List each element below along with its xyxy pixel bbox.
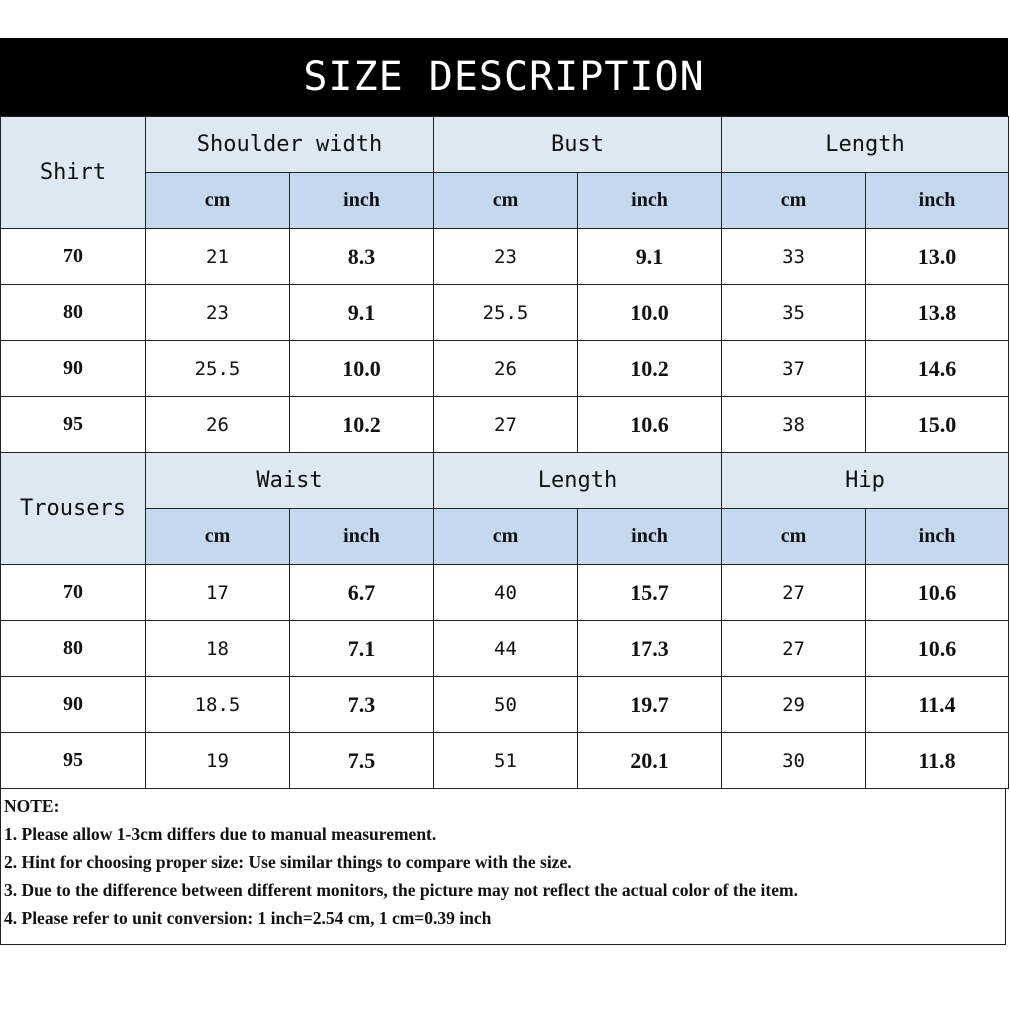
inch-value: 15.0 bbox=[866, 397, 1009, 453]
cm-value: 37 bbox=[722, 341, 866, 397]
inch-value: 15.7 bbox=[578, 565, 722, 621]
size-label: 90 bbox=[1, 341, 146, 397]
inch-value: 20.1 bbox=[578, 733, 722, 789]
inch-value: 7.3 bbox=[290, 677, 434, 733]
group-bust: Bust bbox=[434, 117, 722, 173]
inch-value: 10.0 bbox=[578, 285, 722, 341]
trousers-group-header bbox=[1, 453, 1009, 509]
table-row bbox=[1, 677, 1009, 733]
inch-value: 10.2 bbox=[578, 341, 722, 397]
size-label: 95 bbox=[1, 397, 146, 453]
size-label: 90 bbox=[1, 677, 146, 733]
group-shoulder-width: Shoulder width bbox=[146, 117, 434, 173]
table-row bbox=[1, 341, 1009, 397]
size-table bbox=[0, 116, 1009, 789]
unit-cm: cm bbox=[722, 509, 866, 565]
cm-value: 35 bbox=[722, 285, 866, 341]
note-item: 1. Please allow 1-3cm differs due to manual measurement. bbox=[4, 824, 437, 844]
cm-value: 18 bbox=[146, 621, 290, 677]
table-row bbox=[1, 397, 1009, 453]
inch-value: 10.2 bbox=[290, 397, 434, 453]
inch-value: 7.1 bbox=[290, 621, 434, 677]
inch-value: 10.0 bbox=[290, 341, 434, 397]
inch-value: 9.1 bbox=[290, 285, 434, 341]
chart-title: SIZE DESCRIPTION bbox=[0, 38, 1008, 116]
cm-value: 38 bbox=[722, 397, 866, 453]
unit-inch: inch bbox=[578, 173, 722, 229]
cm-value: 27 bbox=[434, 397, 578, 453]
cm-value: 40 bbox=[434, 565, 578, 621]
size-label: 70 bbox=[1, 229, 146, 285]
table-row bbox=[1, 621, 1009, 677]
inch-value: 17.3 bbox=[578, 621, 722, 677]
inch-value: 8.3 bbox=[290, 229, 434, 285]
inch-value: 11.8 bbox=[866, 733, 1009, 789]
inch-value: 13.0 bbox=[866, 229, 1009, 285]
cm-value: 18.5 bbox=[146, 677, 290, 733]
size-chart bbox=[0, 38, 1008, 945]
table-row bbox=[1, 229, 1009, 285]
group-length: Length bbox=[722, 117, 1009, 173]
cm-value: 50 bbox=[434, 677, 578, 733]
cm-value: 44 bbox=[434, 621, 578, 677]
inch-value: 7.5 bbox=[290, 733, 434, 789]
cm-value: 25.5 bbox=[434, 285, 578, 341]
notes-section bbox=[0, 789, 1006, 945]
unit-cm: cm bbox=[146, 173, 290, 229]
inch-value: 10.6 bbox=[578, 397, 722, 453]
trousers-unit-header bbox=[1, 509, 1009, 565]
cm-value: 27 bbox=[722, 565, 866, 621]
inch-value: 13.8 bbox=[866, 285, 1009, 341]
unit-cm: cm bbox=[722, 173, 866, 229]
table-row bbox=[1, 565, 1009, 621]
shirt-group-header bbox=[1, 117, 1009, 173]
group-hip: Hip bbox=[722, 453, 1009, 509]
group-waist: Waist bbox=[146, 453, 434, 509]
inch-value: 9.1 bbox=[578, 229, 722, 285]
unit-inch: inch bbox=[866, 509, 1009, 565]
cm-value: 23 bbox=[146, 285, 290, 341]
inch-value: 10.6 bbox=[866, 621, 1009, 677]
cm-value: 27 bbox=[722, 621, 866, 677]
note-item: 3. Due to the difference between different monitors, the picture may not reflect the actual color of the item. bbox=[4, 880, 798, 900]
group-length: Length bbox=[434, 453, 722, 509]
unit-inch: inch bbox=[866, 173, 1009, 229]
inch-value: 11.4 bbox=[866, 677, 1009, 733]
cm-value: 26 bbox=[146, 397, 290, 453]
table-row bbox=[1, 733, 1009, 789]
size-label: 80 bbox=[1, 285, 146, 341]
shirt-label: Shirt bbox=[1, 117, 146, 229]
inch-value: 6.7 bbox=[290, 565, 434, 621]
inch-value: 19.7 bbox=[578, 677, 722, 733]
inch-value: 14.6 bbox=[866, 341, 1009, 397]
trousers-label: Trousers bbox=[1, 453, 146, 565]
shirt-unit-header bbox=[1, 173, 1009, 229]
table-row bbox=[1, 285, 1009, 341]
unit-inch: inch bbox=[290, 173, 434, 229]
size-label: 70 bbox=[1, 565, 146, 621]
size-label: 80 bbox=[1, 621, 146, 677]
cm-value: 17 bbox=[146, 565, 290, 621]
cm-value: 21 bbox=[146, 229, 290, 285]
size-label: 95 bbox=[1, 733, 146, 789]
cm-value: 51 bbox=[434, 733, 578, 789]
cm-value: 19 bbox=[146, 733, 290, 789]
unit-inch: inch bbox=[290, 509, 434, 565]
cm-value: 29 bbox=[722, 677, 866, 733]
unit-cm: cm bbox=[434, 173, 578, 229]
unit-cm: cm bbox=[146, 509, 290, 565]
notes-heading: NOTE: bbox=[4, 796, 60, 816]
cm-value: 33 bbox=[722, 229, 866, 285]
note-item: 2. Hint for choosing proper size: Use similar things to compare with the size. bbox=[4, 852, 572, 872]
unit-cm: cm bbox=[434, 509, 578, 565]
note-item: 4. Please refer to unit conversion: 1 inch=2.54 cm, 1 cm=0.39 inch bbox=[4, 908, 492, 928]
inch-value: 10.6 bbox=[866, 565, 1009, 621]
unit-inch: inch bbox=[578, 509, 722, 565]
cm-value: 26 bbox=[434, 341, 578, 397]
cm-value: 23 bbox=[434, 229, 578, 285]
cm-value: 30 bbox=[722, 733, 866, 789]
cm-value: 25.5 bbox=[146, 341, 290, 397]
